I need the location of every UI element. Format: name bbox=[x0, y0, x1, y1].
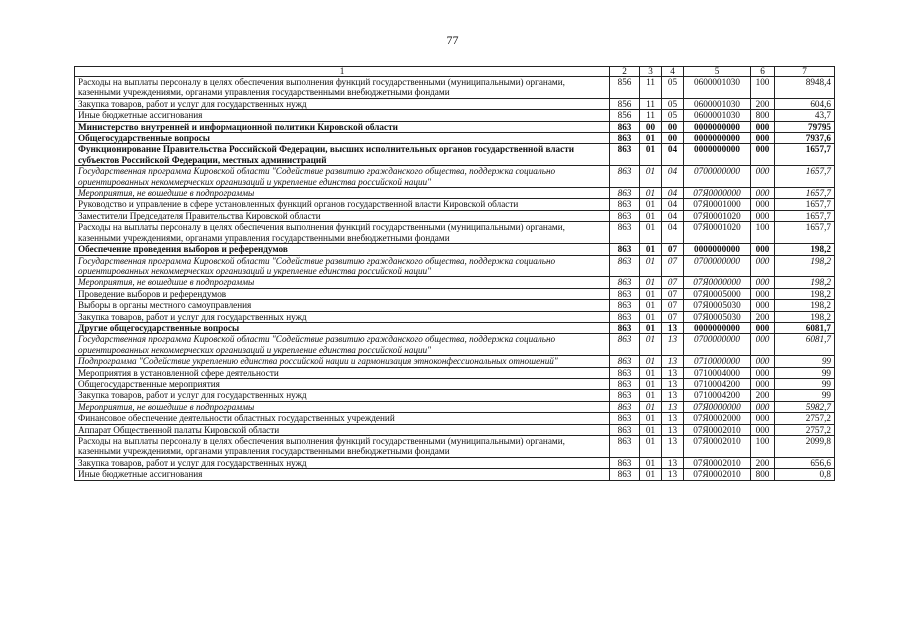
header-cell-gr: 2 bbox=[610, 67, 640, 77]
cell-pr: 00 bbox=[662, 133, 684, 144]
cell-rz: 01 bbox=[640, 244, 662, 255]
cell-name: Министерство внутренней и информационной политики Кировской области bbox=[75, 121, 610, 132]
cell-name: Руководство и управление в сфере установленных функций органов государственной власти Кировской области bbox=[75, 199, 610, 210]
cell-vr: 000 bbox=[751, 188, 775, 199]
table-row bbox=[75, 98, 835, 109]
table-row bbox=[75, 121, 835, 132]
cell-pr: 13 bbox=[662, 436, 684, 458]
cell-gr: 863 bbox=[610, 413, 640, 424]
cell-csr: 0700000000 bbox=[684, 334, 751, 356]
cell-rz: 01 bbox=[640, 133, 662, 144]
cell-pr: 13 bbox=[662, 469, 684, 480]
table-row bbox=[75, 424, 835, 435]
cell-csr: 0600001030 bbox=[684, 98, 751, 109]
table-row bbox=[75, 255, 835, 277]
cell-rz: 11 bbox=[640, 98, 662, 109]
cell-sum: 198,2 bbox=[775, 300, 835, 311]
cell-vr: 200 bbox=[751, 390, 775, 401]
cell-vr: 000 bbox=[751, 334, 775, 356]
table-row bbox=[75, 300, 835, 311]
cell-rz: 01 bbox=[640, 334, 662, 356]
cell-vr: 100 bbox=[751, 77, 775, 99]
cell-sum: 656,6 bbox=[775, 457, 835, 468]
cell-pr: 13 bbox=[662, 322, 684, 333]
cell-csr: 0710004200 bbox=[684, 390, 751, 401]
cell-pr: 05 bbox=[662, 77, 684, 99]
table-row bbox=[75, 367, 835, 378]
cell-vr: 000 bbox=[751, 424, 775, 435]
cell-vr: 000 bbox=[751, 288, 775, 299]
cell-vr: 800 bbox=[751, 469, 775, 480]
cell-rz: 01 bbox=[640, 378, 662, 389]
cell-gr: 863 bbox=[610, 166, 640, 188]
cell-vr: 000 bbox=[751, 367, 775, 378]
cell-vr: 000 bbox=[751, 166, 775, 188]
cell-vr: 200 bbox=[751, 98, 775, 109]
cell-gr: 856 bbox=[610, 110, 640, 121]
table-row bbox=[75, 311, 835, 322]
cell-vr: 100 bbox=[751, 436, 775, 458]
cell-rz: 01 bbox=[640, 469, 662, 480]
cell-csr: 0000000000 bbox=[684, 244, 751, 255]
cell-rz: 01 bbox=[640, 356, 662, 367]
cell-csr: 07Я0002000 bbox=[684, 413, 751, 424]
cell-rz: 01 bbox=[640, 144, 662, 166]
table-row bbox=[75, 133, 835, 144]
cell-sum: 198,2 bbox=[775, 277, 835, 288]
cell-rz: 01 bbox=[640, 188, 662, 199]
cell-name: Мероприятия, не вошедшие в подпрограммы bbox=[75, 188, 610, 199]
table-row bbox=[75, 334, 835, 356]
cell-gr: 856 bbox=[610, 77, 640, 99]
cell-rz: 11 bbox=[640, 110, 662, 121]
cell-pr: 07 bbox=[662, 244, 684, 255]
table-row bbox=[75, 356, 835, 367]
table-row bbox=[75, 166, 835, 188]
cell-vr: 000 bbox=[751, 133, 775, 144]
header-cell-sum: 7 bbox=[775, 67, 835, 77]
cell-rz: 01 bbox=[640, 401, 662, 412]
cell-vr: 200 bbox=[751, 311, 775, 322]
cell-sum: 1657,7 bbox=[775, 210, 835, 221]
cell-vr: 000 bbox=[751, 244, 775, 255]
table-row bbox=[75, 469, 835, 480]
table-row bbox=[75, 144, 835, 166]
cell-gr: 863 bbox=[610, 311, 640, 322]
cell-pr: 07 bbox=[662, 300, 684, 311]
cell-csr: 0710004000 bbox=[684, 367, 751, 378]
cell-name: Расходы на выплаты персоналу в целях обеспечения выполнения функций государственными (муниципальными) органами, казенными учреждениями, органами управления государственными внебюджетными фондами bbox=[75, 222, 610, 244]
table-row bbox=[75, 390, 835, 401]
table-row bbox=[75, 244, 835, 255]
cell-csr: 07Я0002010 bbox=[684, 469, 751, 480]
cell-gr: 863 bbox=[610, 378, 640, 389]
cell-name: Государственная программа Кировской области "Содействие развитию гражданского общества, поддержка социально ориентированных некоммерческих организаций и укрепление единства российской нации" bbox=[75, 255, 610, 277]
cell-csr: 07Я0005030 bbox=[684, 311, 751, 322]
cell-gr: 863 bbox=[610, 424, 640, 435]
cell-rz: 01 bbox=[640, 277, 662, 288]
cell-pr: 07 bbox=[662, 277, 684, 288]
cell-gr: 863 bbox=[610, 188, 640, 199]
cell-vr: 000 bbox=[751, 277, 775, 288]
cell-csr: 0600001030 bbox=[684, 110, 751, 121]
cell-sum: 99 bbox=[775, 378, 835, 389]
cell-sum: 1657,7 bbox=[775, 199, 835, 210]
cell-gr: 863 bbox=[610, 457, 640, 468]
cell-sum: 5982,7 bbox=[775, 401, 835, 412]
cell-rz: 01 bbox=[640, 255, 662, 277]
cell-gr: 863 bbox=[610, 401, 640, 412]
cell-name: Подпрограмма "Содействие укреплению единства российской нации и гармонизация этноконфессиональных отношений" bbox=[75, 356, 610, 367]
cell-vr: 200 bbox=[751, 457, 775, 468]
cell-name: Закупка товаров, работ и услуг для государственных нужд bbox=[75, 390, 610, 401]
cell-vr: 000 bbox=[751, 255, 775, 277]
cell-sum: 198,2 bbox=[775, 288, 835, 299]
page-number: 77 bbox=[446, 33, 459, 47]
budget-table bbox=[74, 66, 835, 481]
header-row bbox=[75, 67, 835, 77]
cell-vr: 000 bbox=[751, 300, 775, 311]
cell-name: Мероприятия в установленной сфере деятельности bbox=[75, 367, 610, 378]
cell-csr: 07Я0005030 bbox=[684, 300, 751, 311]
cell-rz: 01 bbox=[640, 288, 662, 299]
cell-pr: 13 bbox=[662, 334, 684, 356]
cell-rz: 01 bbox=[640, 413, 662, 424]
cell-gr: 863 bbox=[610, 244, 640, 255]
cell-name: Закупка товаров, работ и услуг для государственных нужд bbox=[75, 457, 610, 468]
cell-csr: 0000000000 bbox=[684, 144, 751, 166]
cell-rz: 01 bbox=[640, 457, 662, 468]
table-row bbox=[75, 110, 835, 121]
cell-gr: 863 bbox=[610, 121, 640, 132]
cell-gr: 863 bbox=[610, 144, 640, 166]
cell-pr: 04 bbox=[662, 166, 684, 188]
cell-csr: 0600001030 bbox=[684, 77, 751, 99]
cell-pr: 13 bbox=[662, 413, 684, 424]
table-row bbox=[75, 199, 835, 210]
table-row bbox=[75, 77, 835, 99]
cell-name: Общегосударственные мероприятия bbox=[75, 378, 610, 389]
table-row bbox=[75, 288, 835, 299]
cell-sum: 198,2 bbox=[775, 311, 835, 322]
cell-rz: 01 bbox=[640, 367, 662, 378]
cell-vr: 000 bbox=[751, 121, 775, 132]
cell-gr: 863 bbox=[610, 367, 640, 378]
cell-csr: 0000000000 bbox=[684, 121, 751, 132]
cell-rz: 01 bbox=[640, 210, 662, 221]
cell-pr: 04 bbox=[662, 210, 684, 221]
cell-rz: 01 bbox=[640, 311, 662, 322]
cell-name: Общегосударственные вопросы bbox=[75, 133, 610, 144]
cell-gr: 863 bbox=[610, 334, 640, 356]
cell-sum: 1657,7 bbox=[775, 144, 835, 166]
cell-sum: 604,6 bbox=[775, 98, 835, 109]
cell-gr: 863 bbox=[610, 300, 640, 311]
cell-sum: 79795 bbox=[775, 121, 835, 132]
cell-name: Расходы на выплаты персоналу в целях обеспечения выполнения функций государственными (муниципальными) органами, казенными учреждениями, органами управления государственными внебюджетными фондами bbox=[75, 77, 610, 99]
cell-pr: 04 bbox=[662, 144, 684, 166]
cell-sum: 2757,2 bbox=[775, 424, 835, 435]
cell-pr: 13 bbox=[662, 356, 684, 367]
cell-name: Функционирование Правительства Российской Федерации, высших исполнительных органов государственной власти субъектов Российской Федерации, местных администраций bbox=[75, 144, 610, 166]
header-cell-vr: 6 bbox=[751, 67, 775, 77]
cell-rz: 01 bbox=[640, 424, 662, 435]
cell-vr: 000 bbox=[751, 378, 775, 389]
cell-name: Другие общегосударственные вопросы bbox=[75, 322, 610, 333]
cell-sum: 2757,2 bbox=[775, 413, 835, 424]
cell-gr: 863 bbox=[610, 469, 640, 480]
cell-csr: 07Я0002010 bbox=[684, 436, 751, 458]
cell-sum: 6081,7 bbox=[775, 322, 835, 333]
cell-vr: 800 bbox=[751, 110, 775, 121]
cell-csr: 07Я0001020 bbox=[684, 222, 751, 244]
cell-sum: 1657,7 bbox=[775, 188, 835, 199]
cell-csr: 07Я0002010 bbox=[684, 424, 751, 435]
header-cell-name: 1 bbox=[75, 67, 610, 77]
cell-sum: 99 bbox=[775, 367, 835, 378]
cell-vr: 000 bbox=[751, 199, 775, 210]
cell-rz: 01 bbox=[640, 166, 662, 188]
cell-csr: 0000000000 bbox=[684, 133, 751, 144]
cell-name: Заместители Председателя Правительства Кировской области bbox=[75, 210, 610, 221]
cell-pr: 04 bbox=[662, 199, 684, 210]
table-row bbox=[75, 188, 835, 199]
cell-pr: 04 bbox=[662, 188, 684, 199]
cell-name: Аппарат Общественной палаты Кировской области bbox=[75, 424, 610, 435]
cell-pr: 13 bbox=[662, 378, 684, 389]
cell-gr: 863 bbox=[610, 288, 640, 299]
table-row bbox=[75, 322, 835, 333]
cell-vr: 000 bbox=[751, 322, 775, 333]
cell-pr: 13 bbox=[662, 401, 684, 412]
cell-pr: 13 bbox=[662, 390, 684, 401]
cell-rz: 00 bbox=[640, 121, 662, 132]
header-cell-pr: 4 bbox=[662, 67, 684, 77]
table-row bbox=[75, 401, 835, 412]
cell-pr: 04 bbox=[662, 222, 684, 244]
cell-csr: 07Я0002010 bbox=[684, 457, 751, 468]
cell-name: Государственная программа Кировской области "Содействие развитию гражданского общества, поддержка социально ориентированных некоммерческих организаций и укрепление единства российской нации" bbox=[75, 334, 610, 356]
cell-sum: 6081,7 bbox=[775, 334, 835, 356]
cell-name: Государственная программа Кировской области "Содействие развитию гражданского общества, поддержка социально ориентированных некоммерческих организаций и укрепление единства российской нации" bbox=[75, 166, 610, 188]
cell-sum: 7937,6 bbox=[775, 133, 835, 144]
header-cell-rz: 3 bbox=[640, 67, 662, 77]
cell-sum: 99 bbox=[775, 390, 835, 401]
table-row bbox=[75, 436, 835, 458]
cell-gr: 863 bbox=[610, 210, 640, 221]
cell-rz: 01 bbox=[640, 436, 662, 458]
cell-sum: 198,2 bbox=[775, 255, 835, 277]
cell-gr: 863 bbox=[610, 133, 640, 144]
cell-pr: 00 bbox=[662, 121, 684, 132]
cell-csr: 07Я0000000 bbox=[684, 401, 751, 412]
cell-pr: 05 bbox=[662, 98, 684, 109]
cell-name: Расходы на выплаты персоналу в целях обеспечения выполнения функций государственными (муниципальными) органами, казенными учреждениями, органами управления государственными внебюджетными фондами bbox=[75, 436, 610, 458]
cell-name: Мероприятия, не вошедшие в подпрограммы bbox=[75, 401, 610, 412]
table-row bbox=[75, 378, 835, 389]
table-row bbox=[75, 413, 835, 424]
cell-vr: 000 bbox=[751, 356, 775, 367]
cell-csr: 0700000000 bbox=[684, 255, 751, 277]
cell-name: Выборы в органы местного самоуправления bbox=[75, 300, 610, 311]
cell-pr: 13 bbox=[662, 424, 684, 435]
cell-csr: 0700000000 bbox=[684, 166, 751, 188]
cell-name: Иные бюджетные ассигнования bbox=[75, 469, 610, 480]
cell-csr: 0710000000 bbox=[684, 356, 751, 367]
cell-sum: 0,8 bbox=[775, 469, 835, 480]
cell-rz: 01 bbox=[640, 390, 662, 401]
cell-gr: 863 bbox=[610, 390, 640, 401]
table-body bbox=[75, 67, 835, 481]
cell-rz: 01 bbox=[640, 300, 662, 311]
cell-sum: 198,2 bbox=[775, 244, 835, 255]
cell-sum: 1657,7 bbox=[775, 166, 835, 188]
cell-vr: 000 bbox=[751, 210, 775, 221]
cell-rz: 01 bbox=[640, 222, 662, 244]
cell-csr: 07Я0001020 bbox=[684, 210, 751, 221]
cell-csr: 07Я0001000 bbox=[684, 199, 751, 210]
cell-sum: 1657,7 bbox=[775, 222, 835, 244]
cell-name: Мероприятия, не вошедшие в подпрограммы bbox=[75, 277, 610, 288]
cell-rz: 11 bbox=[640, 77, 662, 99]
cell-pr: 13 bbox=[662, 457, 684, 468]
cell-vr: 000 bbox=[751, 401, 775, 412]
cell-name: Проведение выборов и референдумов bbox=[75, 288, 610, 299]
cell-gr: 863 bbox=[610, 436, 640, 458]
cell-gr: 863 bbox=[610, 199, 640, 210]
table-row bbox=[75, 457, 835, 468]
cell-gr: 863 bbox=[610, 356, 640, 367]
cell-pr: 07 bbox=[662, 288, 684, 299]
cell-gr: 863 bbox=[610, 322, 640, 333]
cell-name: Обеспечение проведения выборов и референдумов bbox=[75, 244, 610, 255]
cell-pr: 07 bbox=[662, 311, 684, 322]
cell-pr: 07 bbox=[662, 255, 684, 277]
cell-csr: 0710004200 bbox=[684, 378, 751, 389]
cell-rz: 01 bbox=[640, 322, 662, 333]
cell-csr: 07Я0000000 bbox=[684, 277, 751, 288]
cell-sum: 99 bbox=[775, 356, 835, 367]
cell-vr: 000 bbox=[751, 413, 775, 424]
cell-gr: 863 bbox=[610, 277, 640, 288]
cell-sum: 2099,8 bbox=[775, 436, 835, 458]
cell-vr: 100 bbox=[751, 222, 775, 244]
table-row bbox=[75, 210, 835, 221]
cell-name: Закупка товаров, работ и услуг для государственных нужд bbox=[75, 311, 610, 322]
header-cell-csr: 5 bbox=[684, 67, 751, 77]
table-row bbox=[75, 277, 835, 288]
cell-gr: 856 bbox=[610, 98, 640, 109]
cell-csr: 07Я0005000 bbox=[684, 288, 751, 299]
cell-gr: 863 bbox=[610, 222, 640, 244]
cell-vr: 000 bbox=[751, 144, 775, 166]
cell-csr: 07Я0000000 bbox=[684, 188, 751, 199]
cell-sum: 43,7 bbox=[775, 110, 835, 121]
cell-gr: 863 bbox=[610, 255, 640, 277]
cell-pr: 05 bbox=[662, 110, 684, 121]
table-row bbox=[75, 222, 835, 244]
cell-rz: 01 bbox=[640, 199, 662, 210]
cell-csr: 0000000000 bbox=[684, 322, 751, 333]
cell-pr: 13 bbox=[662, 367, 684, 378]
cell-sum: 8948,4 bbox=[775, 77, 835, 99]
cell-name: Иные бюджетные ассигнования bbox=[75, 110, 610, 121]
cell-name: Финансовое обеспечение деятельности областных государственных учреждений bbox=[75, 413, 610, 424]
cell-name: Закупка товаров, работ и услуг для государственных нужд bbox=[75, 98, 610, 109]
